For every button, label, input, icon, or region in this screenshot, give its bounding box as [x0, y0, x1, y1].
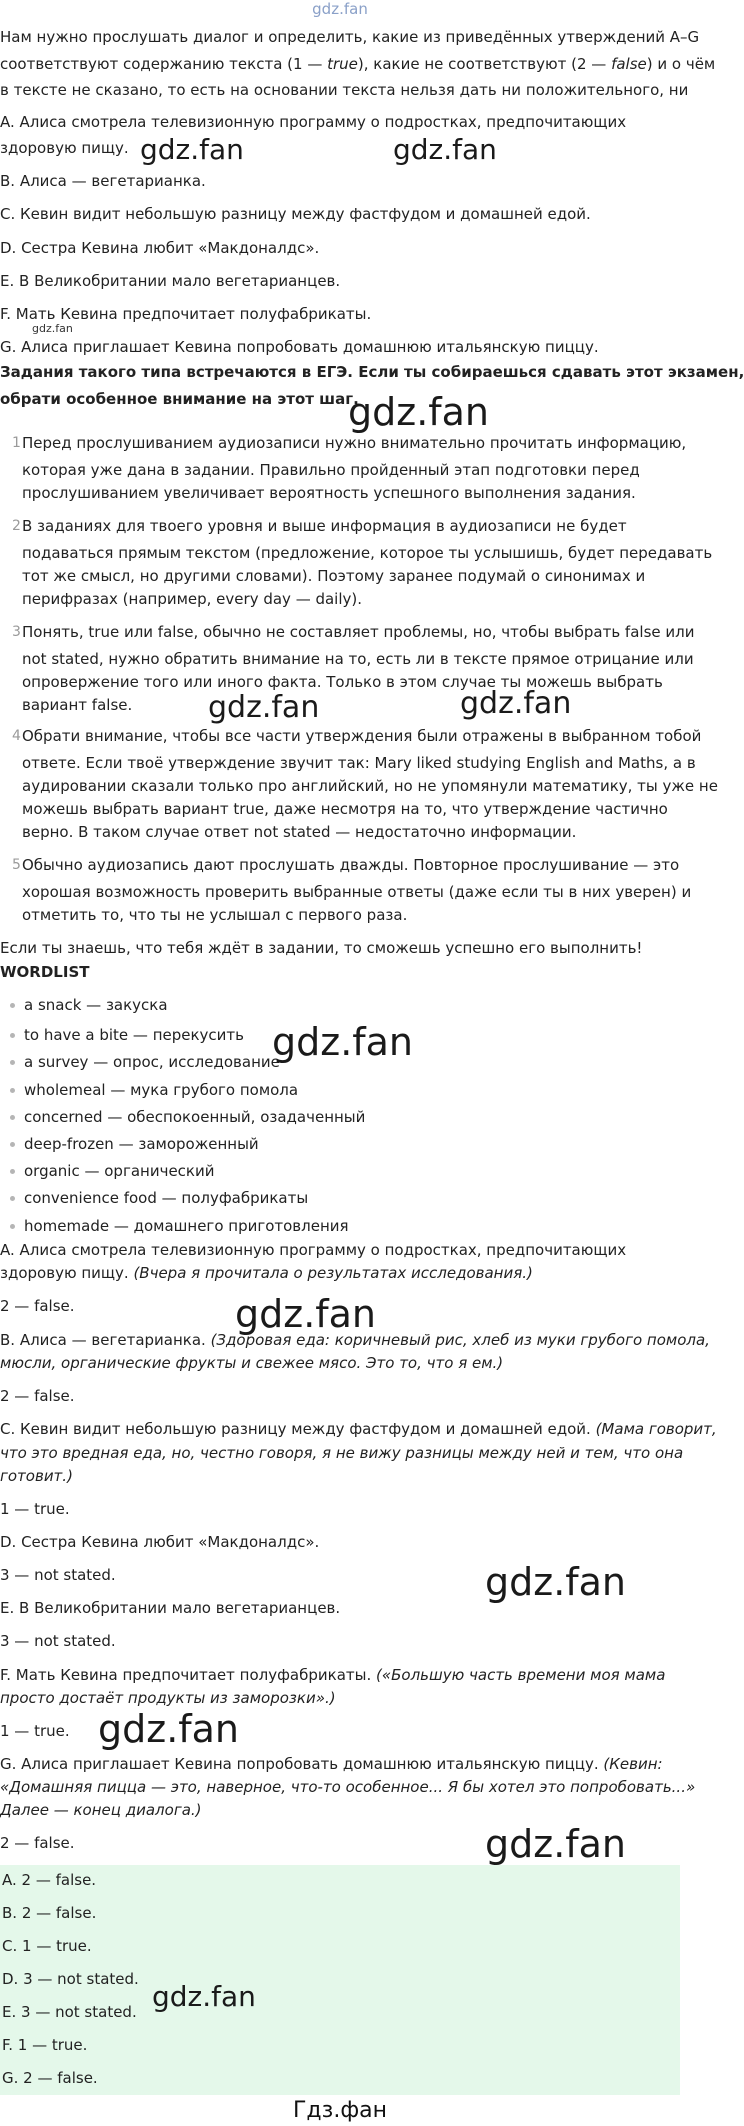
tip-text: ответе. Если твоё утверждение звучит так: Mary liked studying English and Maths, а в	[22, 754, 696, 772]
solution-answer: 2 — false.	[0, 1834, 75, 1852]
watermark: gdz.fan	[235, 1292, 377, 1336]
watermark: gdz.fan	[272, 1020, 414, 1064]
tip-number: 5	[12, 857, 21, 873]
solution-e: E. В Великобритании мало вегетарианцев.	[0, 1599, 341, 1617]
tip-text: тот же смысл, но другими словами). Поэтому заранее подумай о синонимах и	[22, 567, 646, 585]
wordlist-item: concerned — обеспокоенный, озадаченный	[24, 1108, 366, 1126]
tip-text: Перед прослушиванием аудиозаписи нужно внимательно прочитать информацию,	[22, 434, 687, 452]
wordlist-item: homemade — домашнего приготовления	[24, 1217, 349, 1235]
tip-text: перифразах (например, every day — daily).	[22, 590, 363, 608]
tip-text: аудировании сказали только про английский, но не упомянули математику, ты уже не	[22, 777, 718, 795]
statement-c: C. Кевин видит небольшую разницу между фастфудом и домашней едой.	[0, 205, 591, 223]
tip-text: прослушиванием увеличивает вероятность успешного выполнения задания.	[22, 484, 636, 502]
wordlist-item: a snack — закуска	[24, 996, 168, 1014]
tip-text: В заданиях для твоего уровня и выше информация в аудиозаписи не будет	[22, 517, 627, 535]
tip-text: отметить то, что ты не услышал с первого раза.	[22, 906, 408, 924]
wordlist-item: to have a bite — перекусить	[24, 1026, 244, 1044]
task-line: соответствуют содержанию текста (1 — true), какие не соответствуют (2 — false) и о чём	[0, 55, 716, 73]
answer-item: D. 3 — not stated.	[2, 1970, 139, 1988]
task-line: Нам нужно прослушать диалог и определить, какие из приведённых утверждений A–G	[0, 28, 700, 46]
solution-f: F. Мать Кевина предпочитает полуфабрикаты. («Большую часть времени моя мама	[0, 1666, 666, 1684]
answer-item: G. 2 — false.	[2, 2069, 98, 2087]
wordlist-item: convenience food — полуфабрикаты	[24, 1189, 309, 1207]
statement-g: G. Алиса приглашает Кевина попробовать домашнюю итальянскую пиццу.	[0, 338, 599, 356]
watermark: gdz.fan	[32, 322, 73, 335]
watermark: gdz.fan	[393, 133, 497, 166]
tip-text: вариант false.	[22, 696, 133, 714]
statement-f: F. Мать Кевина предпочитает полуфабрикаты.	[0, 305, 372, 323]
watermark: gdz.fan	[140, 133, 244, 166]
solution-g: Далее — конец диалога.)	[0, 1801, 202, 1819]
watermark: gdz.fan	[208, 690, 320, 725]
bullet-icon	[10, 1088, 15, 1093]
bullet-icon	[10, 1196, 15, 1201]
answer-item: F. 1 — true.	[2, 2036, 88, 2054]
watermark: gdz.fan	[460, 686, 572, 721]
solution-c: C. Кевин видит небольшую разницу между фастфудом и домашней едой. (Мама говорит,	[0, 1420, 717, 1438]
answer-item: E. 3 — not stated.	[2, 2003, 137, 2021]
bullet-icon	[10, 1142, 15, 1147]
tip-text: которая уже дана в задании. Правильно пройденный этап подготовки перед	[22, 461, 640, 479]
tip-text: not stated, нужно обратить внимание на то, есть ли в тексте прямое отрицание или	[22, 650, 694, 668]
solution-g: G. Алиса приглашает Кевина попробовать домашнюю итальянскую пиццу. (Кевин:	[0, 1755, 663, 1773]
watermark: gdz.fan	[485, 1560, 627, 1604]
solution-c: готовит.)	[0, 1467, 73, 1485]
tip-number: 4	[12, 728, 21, 744]
tip-number: 1	[12, 435, 21, 451]
wordlist-title: WORDLIST	[0, 963, 90, 981]
solution-answer: 2 — false.	[0, 1297, 75, 1315]
bullet-icon	[10, 1003, 15, 1008]
header-watermark: gdz.fan	[312, 0, 368, 18]
tip-number: 3	[12, 624, 21, 640]
tip-text: подаваться прямым текстом (предложение, которое ты услышишь, будет передавать	[22, 544, 713, 562]
solution-b: мюсли, органические фрукты и свежее мясо. Это то, что я ем.)	[0, 1354, 504, 1372]
solution-answer: 2 — false.	[0, 1387, 75, 1405]
solution-answer: 3 — not stated.	[0, 1632, 116, 1650]
solution-answer: 1 — true.	[0, 1500, 70, 1518]
watermark: gdz.fan	[152, 1980, 256, 2013]
bullet-icon	[10, 1115, 15, 1120]
watermark: gdz.fan	[485, 1822, 627, 1866]
tip-text: верно. В таком случае ответ not stated — недостаточно информации.	[22, 823, 577, 841]
answer-item: A. 2 — false.	[2, 1871, 97, 1889]
answer-item: C. 1 — true.	[2, 1937, 92, 1955]
footer-label: Гдз.фан	[293, 2098, 387, 2123]
answer-item: B. 2 — false.	[2, 1904, 97, 1922]
solution-a: A. Алиса смотрела телевизионную программу о подростках, предпочитающих	[0, 1241, 627, 1259]
closing-text: Если ты знаешь, что тебя ждёт в задании, то сможешь успешно его выполнить!	[0, 939, 643, 957]
statement-b: B. Алиса — вегетарианка.	[0, 172, 206, 190]
tip-text: хорошая возможность проверить выбранные ответы (даже если ты в них уверен) и	[22, 883, 692, 901]
statement-d: D. Сестра Кевина любит «Макдоналдс».	[0, 239, 320, 257]
task-line: в тексте не сказано, то есть на основании текста нельзя дать ни положительного, ни	[0, 81, 689, 99]
tip-text: Обрати внимание, чтобы все части утверждения были отражены в выбранном тобой	[22, 727, 702, 745]
tip-text: можешь выбрать вариант true, даже несмотря на то, что утверждение частично	[22, 800, 668, 818]
tip-text: Обычно аудиозапись дают прослушать дважды. Повторное прослушивание — это	[22, 856, 680, 874]
tip-text: опровержение того или иного факта. Только в этом случае ты можешь выбрать	[22, 673, 663, 691]
tip-title: обрати особенное внимание на этот шаг.	[0, 390, 359, 408]
wordlist-item: a survey — опрос, исследование	[24, 1053, 280, 1071]
solution-a: здоровую пищу. (Вчера я прочитала о результатах исследования.)	[0, 1264, 533, 1282]
wordlist-item: wholemeal — мука грубого помола	[24, 1081, 299, 1099]
bullet-icon	[10, 1224, 15, 1229]
statement-a: здоровую пищу.	[0, 139, 129, 157]
bullet-icon	[10, 1169, 15, 1174]
wordlist-item: deep-frozen — замороженный	[24, 1135, 259, 1153]
statement-e: E. В Великобритании мало вегетарианцев.	[0, 272, 341, 290]
watermark: gdz.fan	[98, 1707, 240, 1751]
solution-g: «Домашняя пицца — это, наверное, что-то особенное... Я бы хотел это попробовать...»	[0, 1778, 696, 1796]
solution-f: просто достаёт продукты из заморозки».)	[0, 1689, 336, 1707]
bullet-icon	[10, 1033, 15, 1038]
solution-answer: 1 — true.	[0, 1722, 70, 1740]
bullet-icon	[10, 1060, 15, 1065]
solution-d: D. Сестра Кевина любит «Макдоналдс».	[0, 1533, 320, 1551]
statement-a: A. Алиса смотрела телевизионную программу о подростках, предпочитающих	[0, 113, 627, 131]
watermark: gdz.fan	[348, 390, 490, 434]
tip-text: Понять, true или false, обычно не составляет проблемы, но, чтобы выбрать false или	[22, 623, 695, 641]
wordlist-item: organic — органический	[24, 1162, 215, 1180]
solution-c: что это вредная еда, но, честно говоря, я не вижу разницы между ней и тем, что она	[0, 1444, 684, 1462]
tip-number: 2	[12, 518, 21, 534]
tip-title: Задания такого типа встречаются в ЕГЭ. Если ты собираешься сдавать этот экзамен,	[0, 363, 744, 381]
solution-answer: 3 — not stated.	[0, 1566, 116, 1584]
solution-b: B. Алиса — вегетарианка. (Здоровая еда: коричневый рис, хлеб из муки грубого помола,	[0, 1331, 710, 1349]
